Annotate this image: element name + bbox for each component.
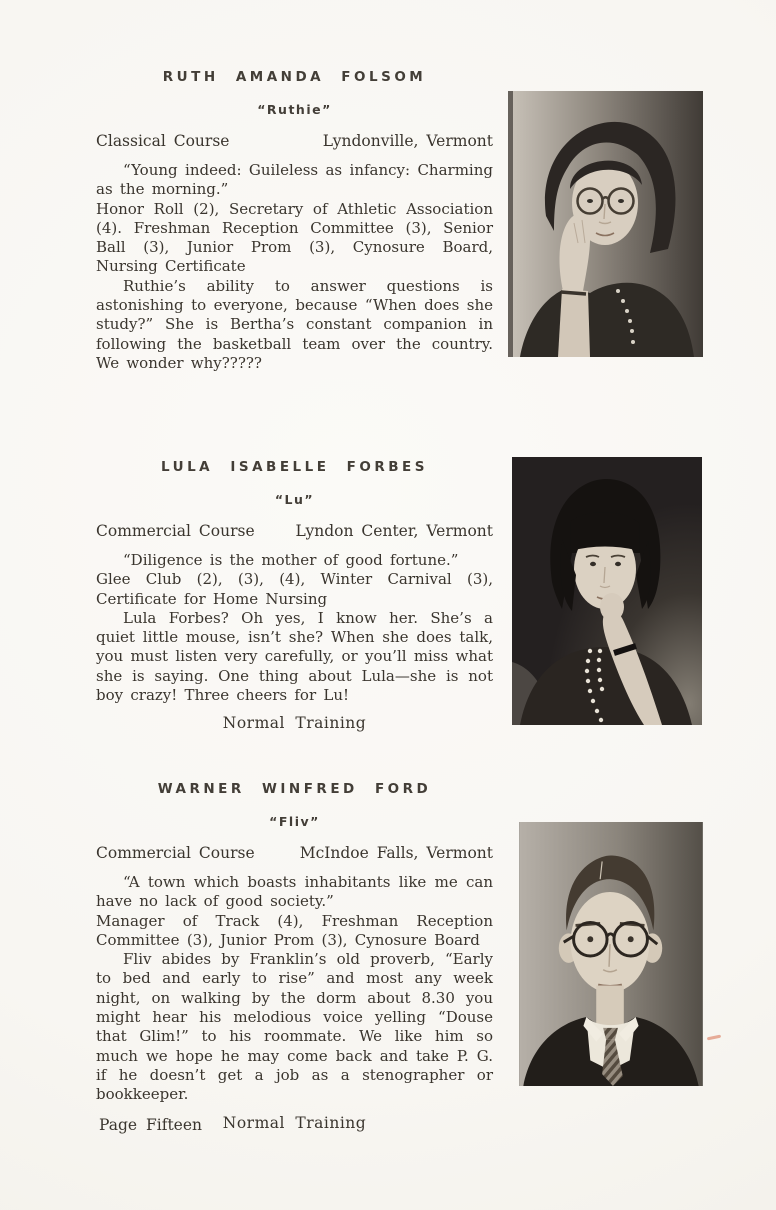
portrait-illustration [512,457,702,725]
portrait-photo-folsom [508,91,703,357]
normal-training-footnote: Normal Training [222,714,367,733]
student-entry-ford [96,781,493,1132]
narrative-paragraph: Lula Forbes? Oh yes, I know her. She’s a quiet little mouse, isn’t she? When she does talk, you must listen very carefully, or you’ll miss what she is saying. One thing about Lula—she is not boy crazy! Three cheers for Lu! [96,608,493,705]
portrait-illustration [508,91,703,357]
student-entry-forbes [96,459,493,732]
student-entry-folsom [96,69,493,373]
student-nickname: “Lu” [274,492,315,507]
course-label: Commercial Course [96,844,255,862]
course-label: Commercial Course [96,522,255,540]
student-name: WARNER WINFRED FORD [157,781,432,797]
course-label: Classical Course [96,132,230,150]
student-nickname: “Ruthie” [257,102,332,117]
narrative-paragraph: Fliv abides by Franklin’s old proverb, “Early to bed and early to rise” and most any week night, on walking by the dorm about 8.30 you might hear his melodious voice yelling “Douse that Glim!” to his roommate. We like him so much we hope he may come back and take P. G. if he doesn’t get a job as a stenographer or bookkeeper. [96,950,493,1104]
hometown-label: McIndoe Falls, Vermont [299,844,493,862]
course-row [96,844,493,862]
portrait-illustration [519,822,703,1086]
entry-body [96,551,493,705]
quote-paragraph: “A town which boasts inhabitants like me can have no lack of good society.” [96,873,493,911]
activities-paragraph: Glee Club (2), (3), (4), Winter Carnival (3), Certificate for Home Nursing [96,570,493,608]
quote-paragraph: “Diligence is the mother of good fortune.” [123,551,459,569]
quote-paragraph: “Young indeed: Guileless as infancy: Charming as the morning.” [96,161,493,199]
normal-training-footnote: Normal Training [222,1113,367,1132]
hometown-label: Lyndon Center, Vermont [295,522,493,540]
red-pen-mark [707,1035,721,1041]
activities-paragraph: Manager of Track (4), Freshman Reception Committee (3), Junior Prom (3), Cynosure Board [96,911,493,949]
student-name: LULA ISABELLE FORBES [161,459,428,475]
activities-paragraph: Honor Roll (2), Secretary of Athletic Association (4). Freshman Reception Committee (3), Senior Ball (3), Junior Prom (3), Cynosure Board, Nursing Certificate [96,199,493,276]
hometown-label: Lyndonville, Vermont [322,132,493,150]
entry-body [96,873,493,1105]
portrait-photo-ford [519,822,703,1086]
narrative-paragraph: Ruthie’s ability to answer questions is astonishing to everyone, because “When does she study?” She is Bertha’s constant companion in following the basketball team over the country. We wonder why????? [96,276,493,372]
course-row [96,522,493,540]
portrait-photo-forbes [512,457,702,725]
page-number: Page Fifteen [99,1116,203,1134]
course-row [96,132,493,150]
student-nickname: “Fliv” [269,814,320,829]
student-name: RUTH AMANDA FOLSOM [162,69,427,85]
entry-body [96,161,493,373]
